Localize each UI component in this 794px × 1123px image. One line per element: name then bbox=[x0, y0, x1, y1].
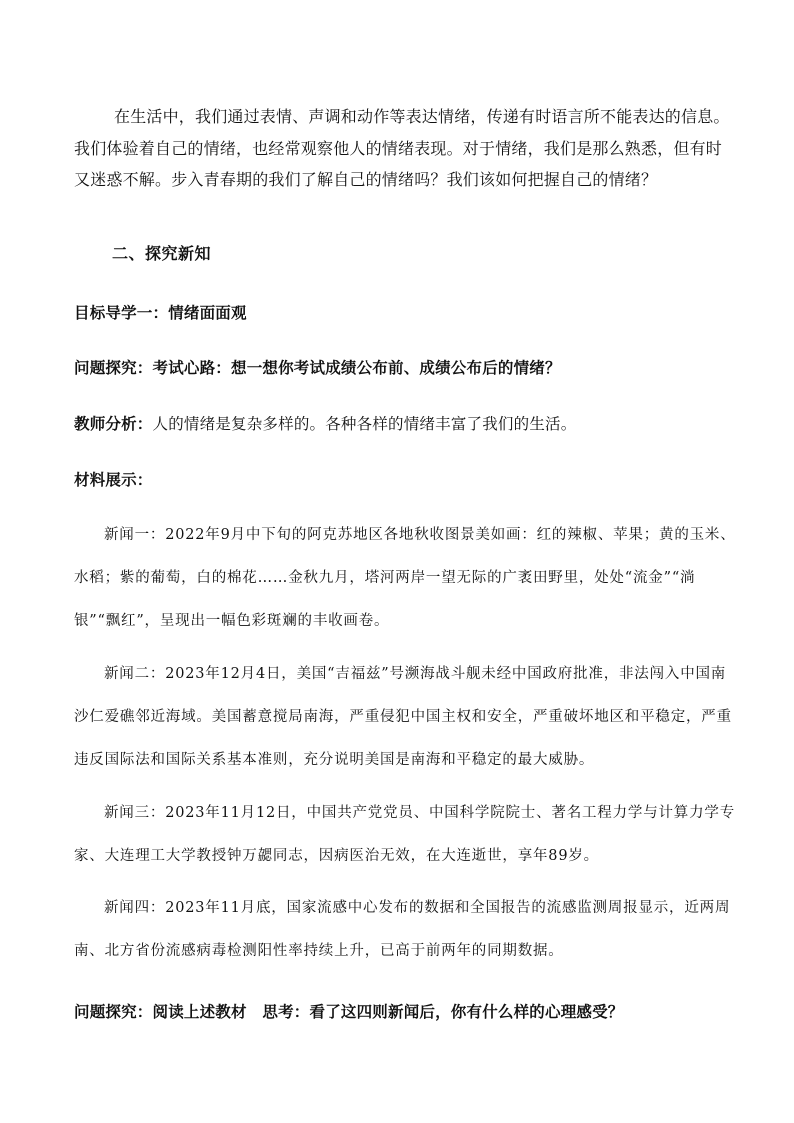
news-item-3: 新闻三：2023年11月12日，中国共产党党员、中国科学院院士、著名工程力学与计算力学专家、大连理工大学教授钟万勰同志，因病医治无效，在大连逝世，享年89岁。 bbox=[74, 805, 735, 864]
news-item-2: 新闻二：2023年12月4日，美国“吉福兹”号濒海战斗舰未经中国政府批准，非法闯入中国南沙仁爱礁邻近海域。美国蓄意搅局南海，严重侵犯中国主权和安全，严重破坏地区和平稳定，严重违反国际法和国际关系基本准则，充分说明美国是南海和平稳定的最大威胁。 bbox=[74, 666, 732, 768]
material-label: 材料展示： bbox=[74, 470, 153, 489]
teacher-analysis bbox=[74, 412, 576, 434]
inquiry-question-1: 问题探究：考试心路：想一想你考试成绩公布前、成绩公布后的情绪？ bbox=[74, 358, 561, 377]
teacher-analysis-text: 人的情绪是复杂多样的。各种各样的情绪丰富了我们的生活。 bbox=[152, 415, 577, 433]
teacher-analysis-label: 教师分析： bbox=[74, 414, 153, 433]
news-item-4: 新闻四：2023年11月底，国家流感中心发布的数据和全国报告的流感监测周报显示，近两周南、北方省份流感病毒检测阳性率持续上升，已高于前两年的同期数据。 bbox=[74, 900, 731, 959]
inquiry-question-2: 问题探究：阅读上述教材 思考：看了这四则新闻后，你有什么样的心理感受？ bbox=[74, 1002, 624, 1021]
section-heading: 二、探究新知 bbox=[112, 244, 212, 263]
intro-paragraph: 在生活中，我们通过表情、声调和动作等表达情绪，传递有时语言所不能表达的信息。我们体验着自己的情绪，也经常观察他人的情绪表现。对于情绪，我们是那么熟悉，但有时又迷惑不解。步入青春期的我们了解自己的情绪吗？我们该如何把握自己的情绪？ bbox=[74, 107, 730, 189]
news-item-1: 新闻一：2022年9月中下旬的阿克苏地区各地秋收图景美如画：红的辣椒、苹果；黄的玉米、水稻；紫的葡萄，白的棉花……金秋九月，塔河两岸一望无际的广袤田野里，处处“流金”“淌银”“飘红”，呈现出一幅色彩斑斓的丰收画卷。 bbox=[74, 527, 736, 629]
goal-heading: 目标导学一：情绪面面观 bbox=[74, 303, 247, 322]
